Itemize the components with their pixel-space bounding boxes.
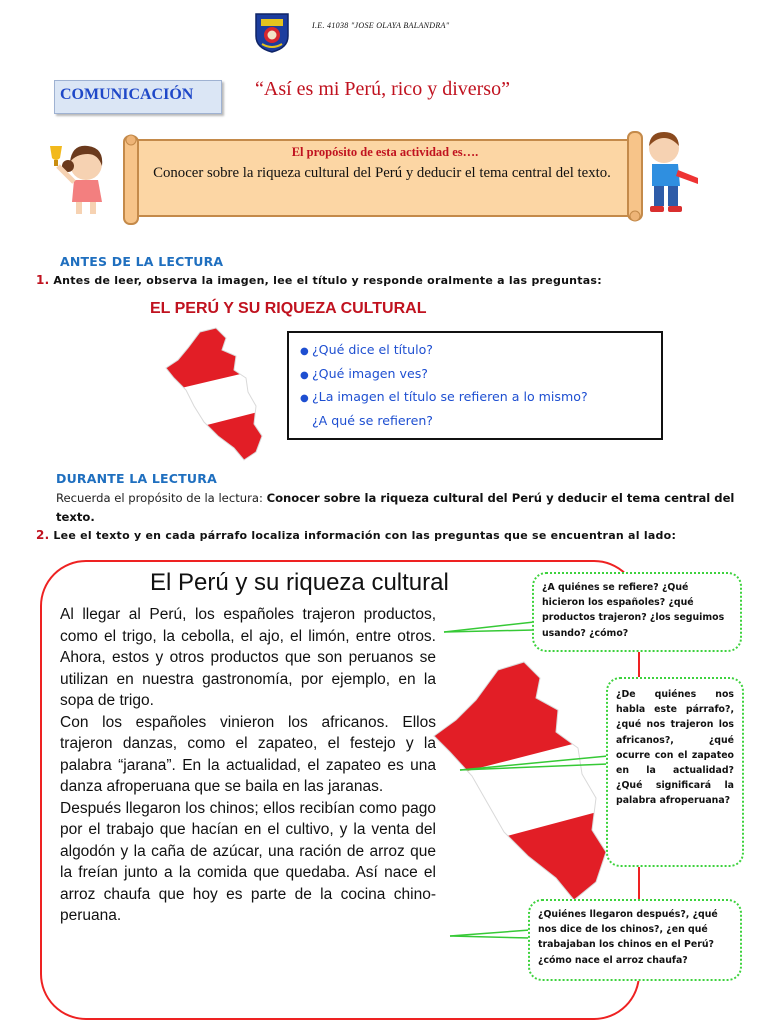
purpose-reminder [56, 489, 746, 526]
peru-map-small [164, 326, 266, 466]
question-list [300, 339, 588, 431]
school-crest-icon [252, 10, 292, 54]
antes-heading: ANTES DE LA LECTURA [60, 254, 224, 269]
list-item: ● ¿Qué dice el título? [300, 339, 588, 363]
paragraph: Con los españoles vinieron los africanos. Ellos trajeron danzas, como el zapateo, el festejo y la palabra “jarana”. En la actualidad, el zapateo es una danza afroperuana que se baila en las jaranas. [60, 713, 436, 795]
girl-trophy-illustration [44, 136, 124, 220]
instruction-2-number: 2. [36, 528, 50, 542]
paragraph: Al llegar al Perú, los españoles trajeron productos, como el trigo, la cebolla, el ajo, el limón, entre otros. Ahora, estos y otros productos que son peruanos se utilizan en nuestra gastronomía, por ejemplo, en la sopa de trigo. [60, 606, 436, 709]
list-item: ¿A qué se refieren? [312, 412, 433, 428]
paragraph: Después llegaron los chinos; ellos recibían como pago por el trabajo que hacían en el cultivo, y la venta del algodón y la caña de azúcar, una ración de arroz que la freían junto a la comida que quedaba. Así nace el arroz chaufa que hoy es parte de la cocina chino-peruana. [60, 799, 436, 924]
bullet-icon: ● [300, 393, 309, 404]
purpose-heading: El propósito de esta actividad es…. [291, 145, 479, 159]
instruction-2-text: Lee el texto y en cada párrafo localiza información con las preguntas que se encuentran al lado: [53, 529, 677, 542]
reading-text [60, 604, 436, 927]
page-title: “Así es mi Perú, rico y diverso” [255, 78, 510, 100]
question-bubble-2: ¿De quiénes nos habla este párrafo?, ¿qué nos trajeron los africanos?, ¿qué ocurre con el zapateo en la actualidad? ¿Qué significará la palabra afroperuana? [606, 677, 744, 867]
purpose-text: Conocer sobre la riqueza cultural del Perú y deducir el tema central del texto. [153, 165, 611, 181]
question-bubble-1: ¿A quiénes se refiere? ¿Qué hicieron los españoles? ¿qué productos trajeron? ¿los seguimos usando? ¿cómo? [532, 572, 742, 652]
reading-title: El Perú y su riqueza cultural [150, 569, 449, 596]
boy-running-illustration [632, 126, 712, 222]
question-bubble-3: ¿Quiénes llegaron después?, ¿qué nos dice de los chinos?, ¿en qué trabajaban los chinos en el Perú? ¿cómo nace el arroz chaufa? [528, 899, 742, 981]
bullet-icon: ● [300, 369, 309, 381]
bullet-icon: ● [300, 346, 309, 357]
peru-map-large [432, 660, 612, 910]
list-item: ● ¿La imagen el título se refieren a lo mismo? [300, 386, 588, 410]
instruction-2 [36, 528, 766, 542]
instruction-1 [36, 273, 756, 287]
reminder-label: Recuerda el propósito de la lectura: [56, 491, 263, 505]
durante-heading: DURANTE LA LECTURA [56, 471, 217, 486]
subject-label: COMUNICACIÓN [60, 86, 194, 103]
instruction-1-number: 1. [36, 273, 50, 287]
list-item: ● ¿Qué imagen ves? [300, 363, 588, 387]
school-name: I.E. 41038 "JOSE OLAYA BALANDRA" [312, 21, 450, 30]
image-title: EL PERÚ Y SU RIQUEZA CULTURAL [150, 300, 427, 317]
instruction-1-text: Antes de leer, observa la imagen, lee el título y responde oralmente a las preguntas: [53, 274, 602, 287]
reminder-purpose: Conocer sobre la riqueza cultural del Perú y deducir el tema central del texto. [56, 491, 735, 524]
